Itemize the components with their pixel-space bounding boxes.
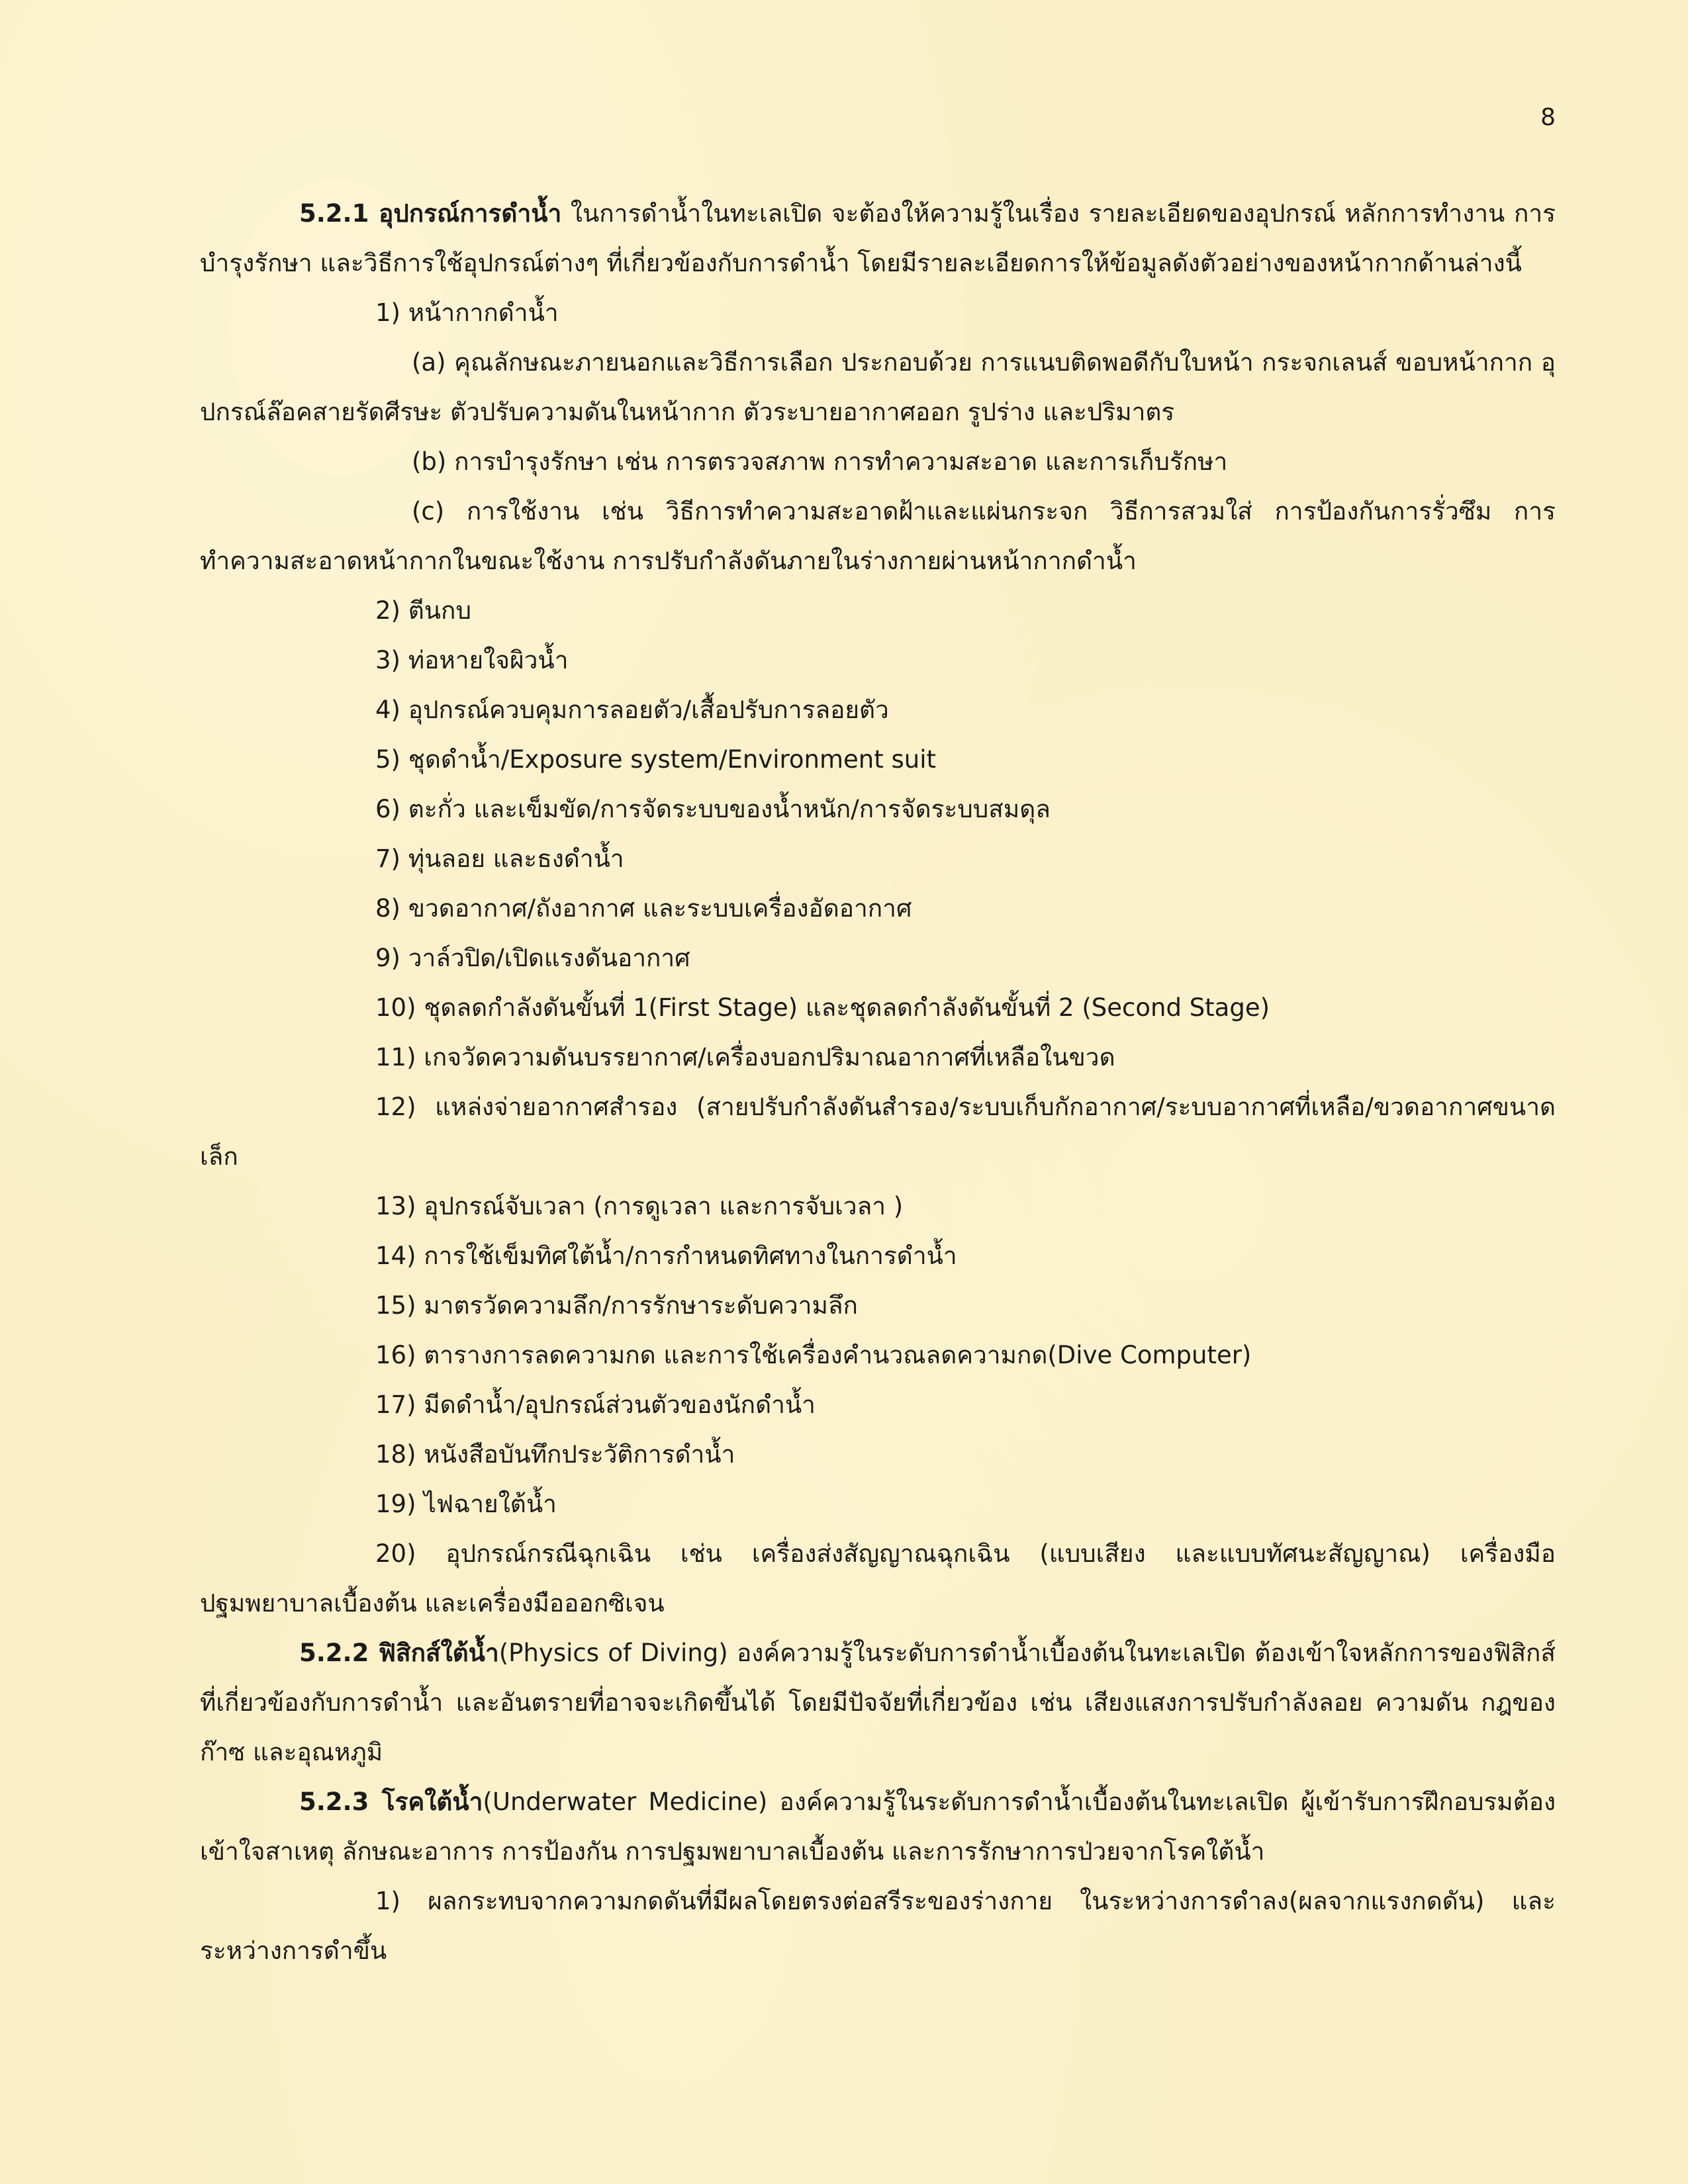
list-item: 3) ท่อหายใจผิวน้ำ	[375, 646, 569, 674]
section-5-2-3-item-1: 1) ผลกระทบจากความกดดันที่มีผลโดยตรงต่อสรีระของร่างกาย ในระหว่างการดำลง(ผลจากแรงกดดัน) และระหว่างการดำขึ้น	[200, 1887, 1556, 1965]
list-item: 14) การใช้เข็มทิศใต้น้ำ/การกำหนดทิศทางในการดำน้ำ	[375, 1242, 957, 1270]
list-item: 9) วาล์วปิด/เปิดแรงดันอากาศ	[375, 944, 690, 972]
list-item: 7) ทุ่นลอย และธงดำน้ำ	[375, 844, 624, 873]
list-item: 16) ตารางการลดความกด และการใช้เครื่องคำนวณลดความกด(Dive Computer)	[375, 1341, 1252, 1369]
section-5-2-3-heading: 5.2.3 โรคใต้น้ำ	[299, 1788, 483, 1816]
section-5-2-1-paragraph	[200, 189, 1556, 288]
list-item: 10) ชุดลดกำลังดันขั้นที่ 1(First Stage) และชุดลดกำลังดันขั้นที่ 2 (Second Stage)	[375, 993, 1270, 1022]
list-item: 2) ตีนกบ	[375, 596, 471, 625]
mask-item-b: (b) การบำรุงรักษา เช่น การตรวจสภาพ การทำความสะอาด และการเก็บรักษา	[412, 447, 1228, 476]
mask-item-c: (c) การใช้งาน เช่น วิธีการทำความสะอาดฝ้าและแผ่นกระจก วิธีการสวมใส่ การป้องกันการรั่วซึม การทำความสะอาดหน้ากากในขณะใช้งาน การปรับกำลังดันภายในร่างกายผ่านหน้ากากดำน้ำ	[200, 497, 1556, 575]
section-5-2-1-heading: 5.2.1 อุปกรณ์การดำน้ำ	[299, 199, 562, 228]
mask-title: 1) หน้ากากดำน้ำ	[375, 298, 559, 327]
section-5-2-2-paragraph	[200, 1628, 1556, 1777]
mask-item-a: (a) คุณลักษณะภายนอกและวิธีการเลือก ประกอบด้วย การแนบติดพอดีกับใบหน้า กระจกเลนส์ ขอบหน้ากาก อุปกรณ์ล๊อคสายรัดศีรษะ ตัวปรับความดันในหน้ากาก ตัวระบายอากาศออก รูปร่าง และปริมาตร	[200, 348, 1556, 426]
list-item: 5) ชุดดำน้ำ/Exposure system/Environment suit	[375, 745, 937, 774]
list-item: 19) ไฟฉายใต้น้ำ	[375, 1490, 557, 1518]
list-item: 6) ตะกั่ว และเข็มขัด/การจัดระบบของน้ำหนัก/การจัดระบบสมดุล	[375, 795, 1051, 823]
page-number: 8	[1540, 104, 1556, 131]
section-5-2-2-heading: 5.2.2 ฟิสิกส์ใต้น้ำ	[299, 1639, 499, 1667]
section-5-2-2-text: (Physics of Diving) องค์ความรู้ในระดับการดำน้ำเบื้องต้นในทะเลเปิด ต้องเข้าใจหลักการของฟิสิกส์ที่เกี่ยวข้องกับการดำน้ำ และอันตรายที่อาจจะเกิดขึ้นได้ โดยมีปัจจัยที่เกี่ยวข้อง เช่น เสียงแสงการปรับกำลังลอย ความดัน กฎของก๊าซ และอุณหภูมิ	[200, 1639, 1556, 1766]
section-5-2-3-text: (Underwater Medicine) องค์ความรู้ในระดับการดำน้ำเบื้องต้นในทะเลเปิด ผู้เข้ารับการฝึกอบรมต้องเข้าใจสาเหตุ ลักษณะอาการ การป้องกัน การปฐมพยาบาลเบื้องต้น และการรักษาการป่วยจากโรคใต้น้ำ	[200, 1788, 1556, 1866]
list-item: 17) มีดดำน้ำ/อุปกรณ์ส่วนตัวของนักดำน้ำ	[375, 1390, 816, 1419]
section-5-2-3-paragraph	[200, 1777, 1556, 1876]
list-item: 11) เกจวัดความดันบรรยากาศ/เครื่องบอกปริมาณอากาศที่เหลือในขวด	[375, 1043, 1115, 1071]
list-item: 4) อุปกรณ์ควบคุมการลอยตัว/เสื้อปรับการลอยตัว	[375, 696, 889, 724]
list-item: 13) อุปกรณ์จับเวลา (การดูเวลา และการจับเวลา )	[375, 1192, 904, 1220]
list-item: 18) หนังสือบันทึกประวัติการดำน้ำ	[375, 1440, 735, 1469]
list-item-12: 12) แหล่งจ่ายอากาศสำรอง (สายปรับกำลังดันสำรอง/ระบบเก็บกักอากาศ/ระบบอากาศที่เหลือ/ขวดอากาศขนาดเล็ก	[200, 1093, 1556, 1171]
section-5-2-1-text: ในการดำน้ำในทะเลเปิด จะต้องให้ความรู้ในเรื่อง รายละเอียดของอุปกรณ์ หลักการทำงาน การบำรุงรักษา และวิธีการใช้อุปกรณ์ต่างๆ ที่เกี่ยวข้องกับการดำน้ำ โดยมีรายละเอียดการให้ข้อมูลดังตัวอย่างของหน้ากากด้านล่างนี้	[200, 199, 1556, 277]
list-item-20: 20) อุปกรณ์กรณีฉุกเฉิน เช่น เครื่องส่งสัญญาณฉุกเฉิน (แบบเสียง และแบบทัศนะสัญญาณ) เครื่องมือปฐมพยาบาลเบื้องต้น และเครื่องมือออกซิเจน	[200, 1539, 1556, 1617]
list-item: 8) ขวดอากาศ/ถังอากาศ และระบบเครื่องอัดอากาศ	[375, 894, 912, 923]
list-item: 15) มาตรวัดความลึก/การรักษาระดับความลึก	[375, 1291, 858, 1320]
document-body	[200, 189, 1556, 1976]
